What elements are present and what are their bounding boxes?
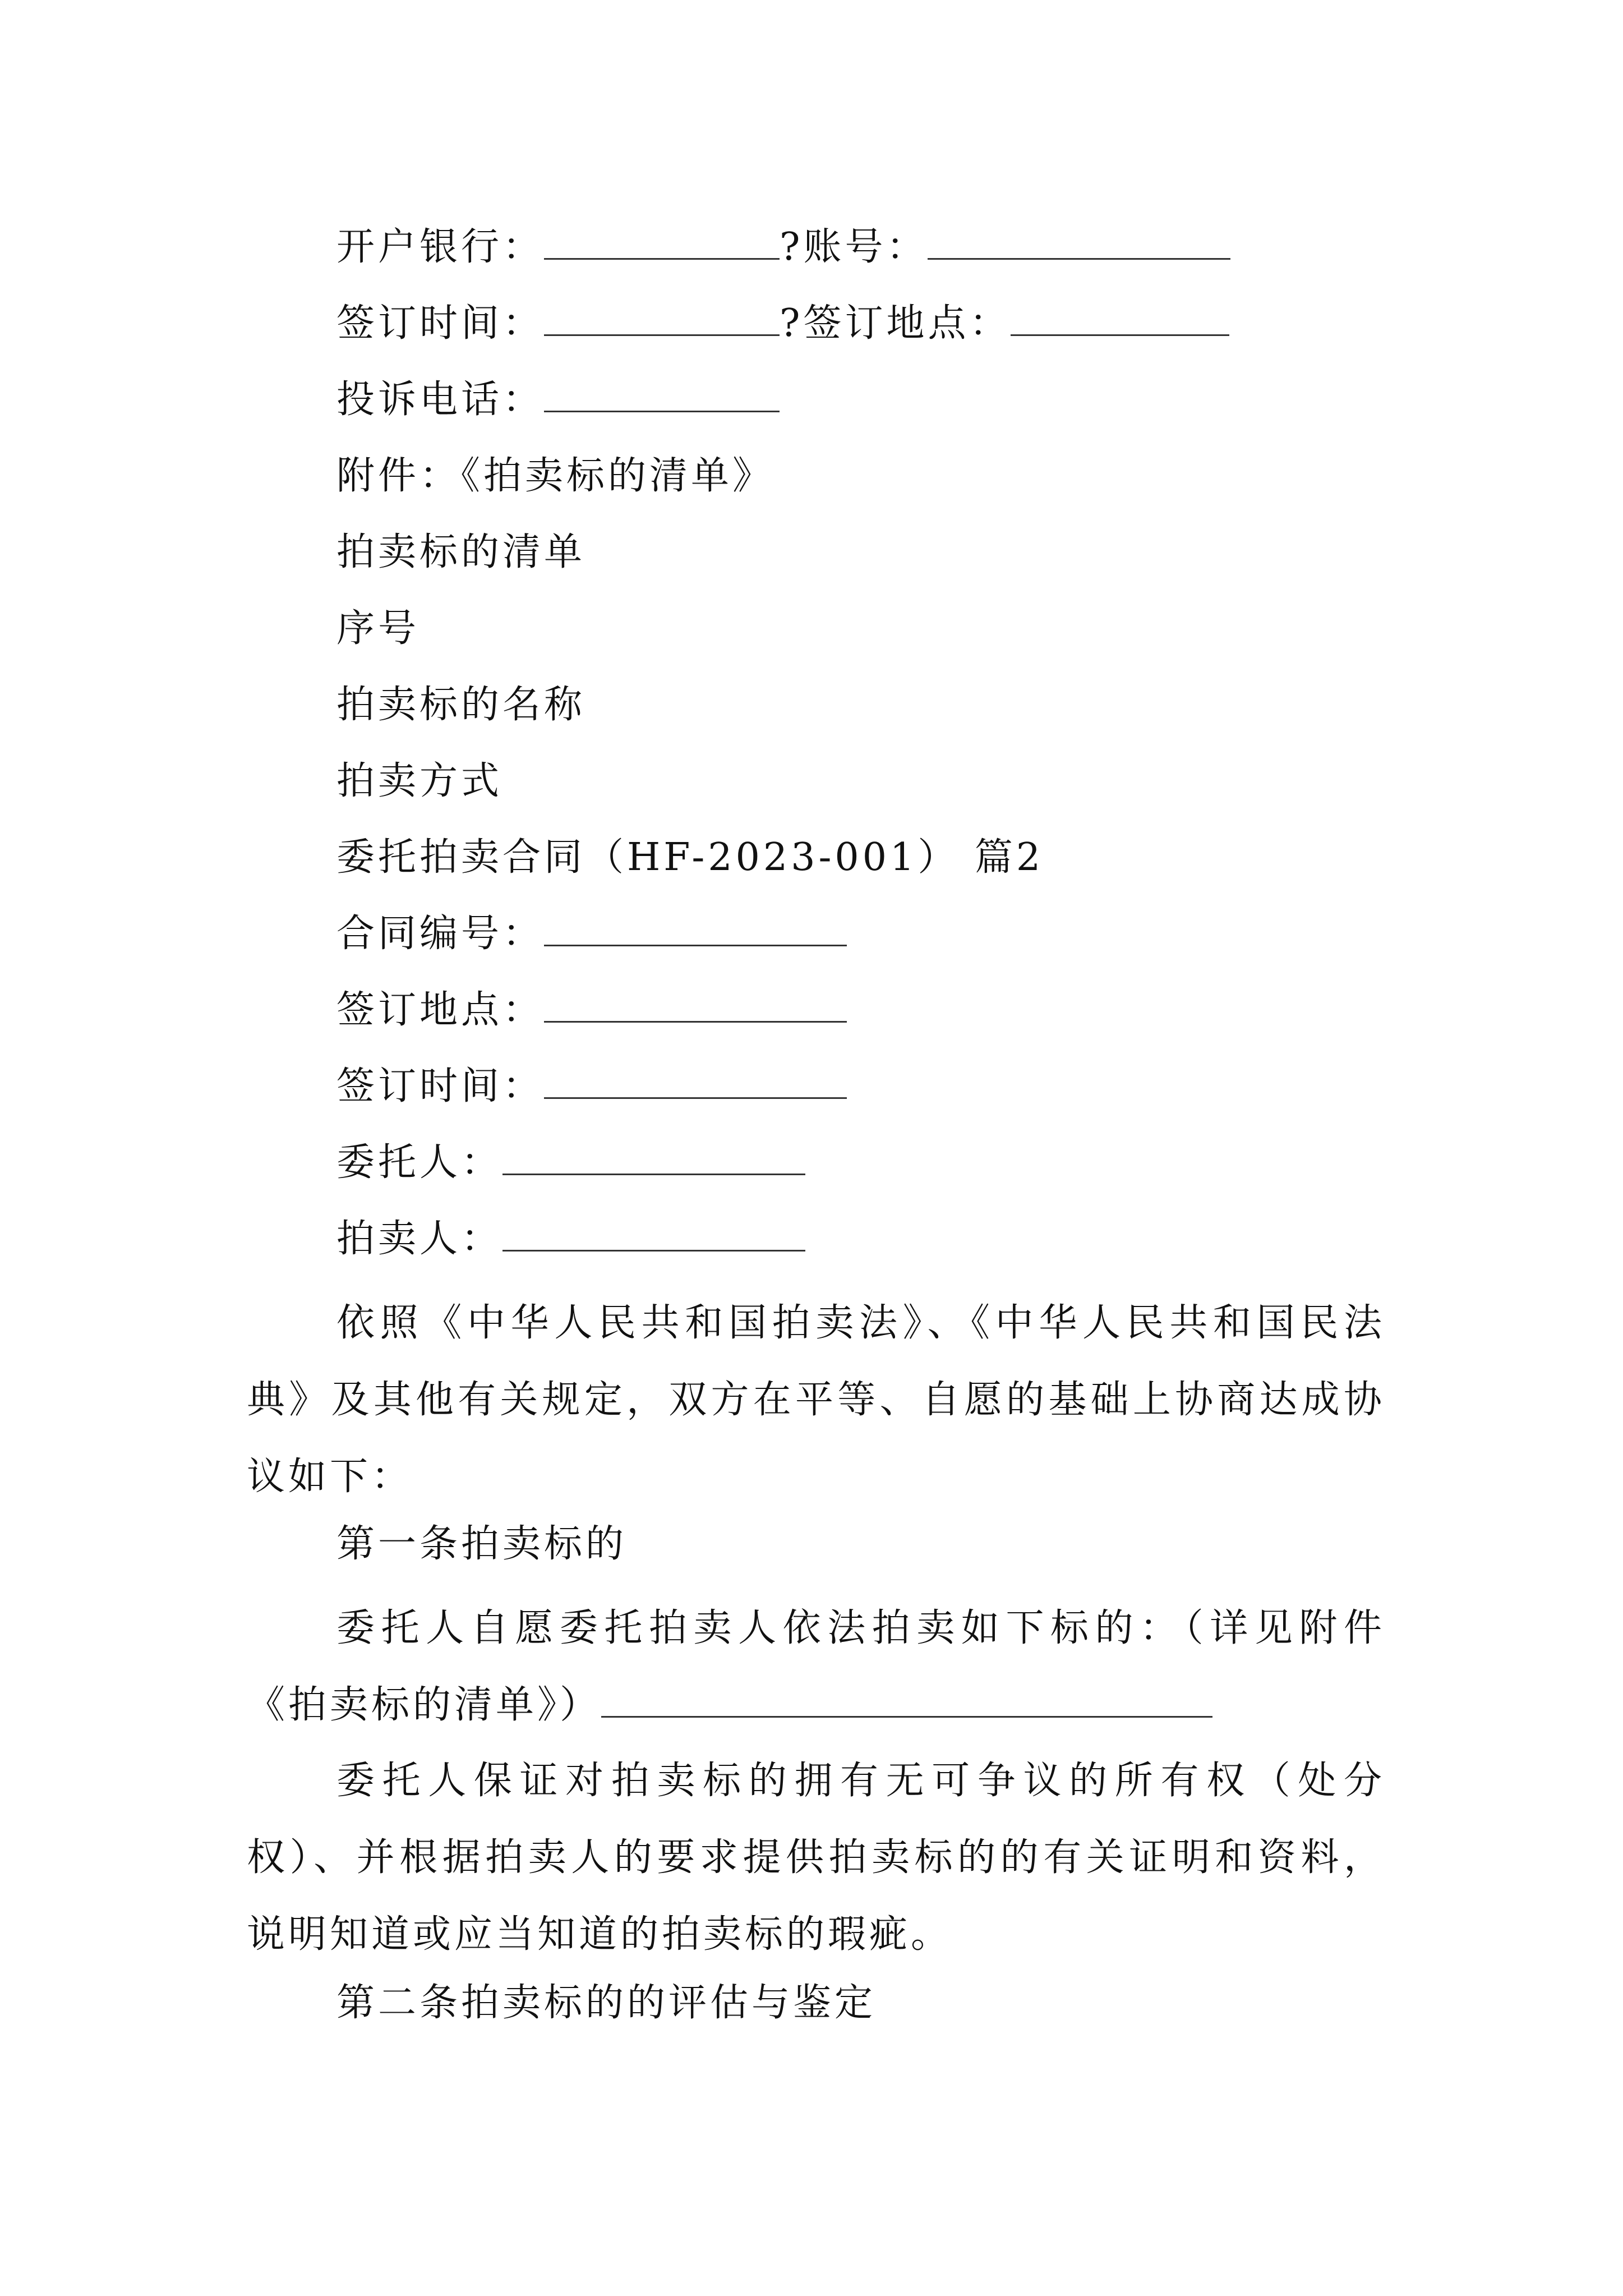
account-label: ?账号： xyxy=(780,225,928,269)
contract-number-label: 合同编号： xyxy=(336,912,545,956)
client-line xyxy=(336,1140,805,1186)
sign-place-label: ?签订地点： xyxy=(780,301,1011,346)
bank-label: 开户银行： xyxy=(336,225,545,269)
bank-account-line xyxy=(336,224,1230,270)
sign-time-blank-2 xyxy=(544,1064,847,1099)
contract-number-blank xyxy=(544,911,847,946)
sign-time-blank xyxy=(544,301,780,336)
column-item-name: 拍卖标的名称 xyxy=(336,683,586,727)
list-title: 拍卖标的清单 xyxy=(336,530,586,574)
preamble-paragraph: 依照《中华人民共和国拍卖法》、《中华人民共和国民法典》及其他有关规定，双方在平等、自愿的基础上协商达成协议如下： xyxy=(247,1301,1385,1499)
article-1-paragraph-2: 委托人保证对拍卖标的拥有无可争议的所有权（处分权）、并根据拍卖人的要求提供拍卖标的的有关证明和资料，说明知道或应当知道的拍卖标的瑕疵。 xyxy=(247,1759,1385,1957)
complaint-phone-blank xyxy=(544,377,780,412)
column-seq: 序号 xyxy=(336,606,420,651)
client-blank xyxy=(502,1140,805,1175)
sign-place-line-2 xyxy=(336,987,847,1033)
sign-time-label-2: 签订时间： xyxy=(336,1064,545,1108)
auctioneer-label: 拍卖人： xyxy=(336,1217,503,1261)
article-2-heading: 第二条拍卖标的的评估与鉴定 xyxy=(336,1981,877,2025)
column-auction-method: 拍卖方式 xyxy=(336,759,503,803)
complaint-phone-label: 投诉电话： xyxy=(336,378,545,422)
sign-place-blank-2 xyxy=(544,987,847,1023)
bank-blank xyxy=(544,224,780,260)
article-1-blank xyxy=(601,1682,1212,1718)
sign-time-place-line xyxy=(336,301,1229,347)
auctioneer-line xyxy=(336,1216,805,1262)
client-label: 委托人： xyxy=(336,1140,503,1185)
auctioneer-blank xyxy=(502,1216,805,1251)
article-1-paragraph-1 xyxy=(247,1590,1385,1743)
attachment-line: 附件：《拍卖标的清单》 xyxy=(336,454,774,498)
sign-time-line-2 xyxy=(336,1064,847,1110)
complaint-phone-line xyxy=(336,377,780,423)
contract-number-line xyxy=(336,911,847,957)
sign-place-label-2: 签订地点： xyxy=(336,988,545,1032)
sign-time-label: 签订时间： xyxy=(336,301,545,346)
account-blank xyxy=(928,224,1230,260)
sign-place-blank xyxy=(1011,301,1229,336)
article-1-heading: 第一条拍卖标的 xyxy=(336,1522,628,1566)
contract-title: 委托拍卖合同（HF-2023-001） 篇2 xyxy=(336,835,1044,880)
article-1-paragraph-1-text: 委托人自愿委托拍卖人依法拍卖如下标的：（详见附件《拍卖标的清单》） xyxy=(247,1606,1385,1727)
